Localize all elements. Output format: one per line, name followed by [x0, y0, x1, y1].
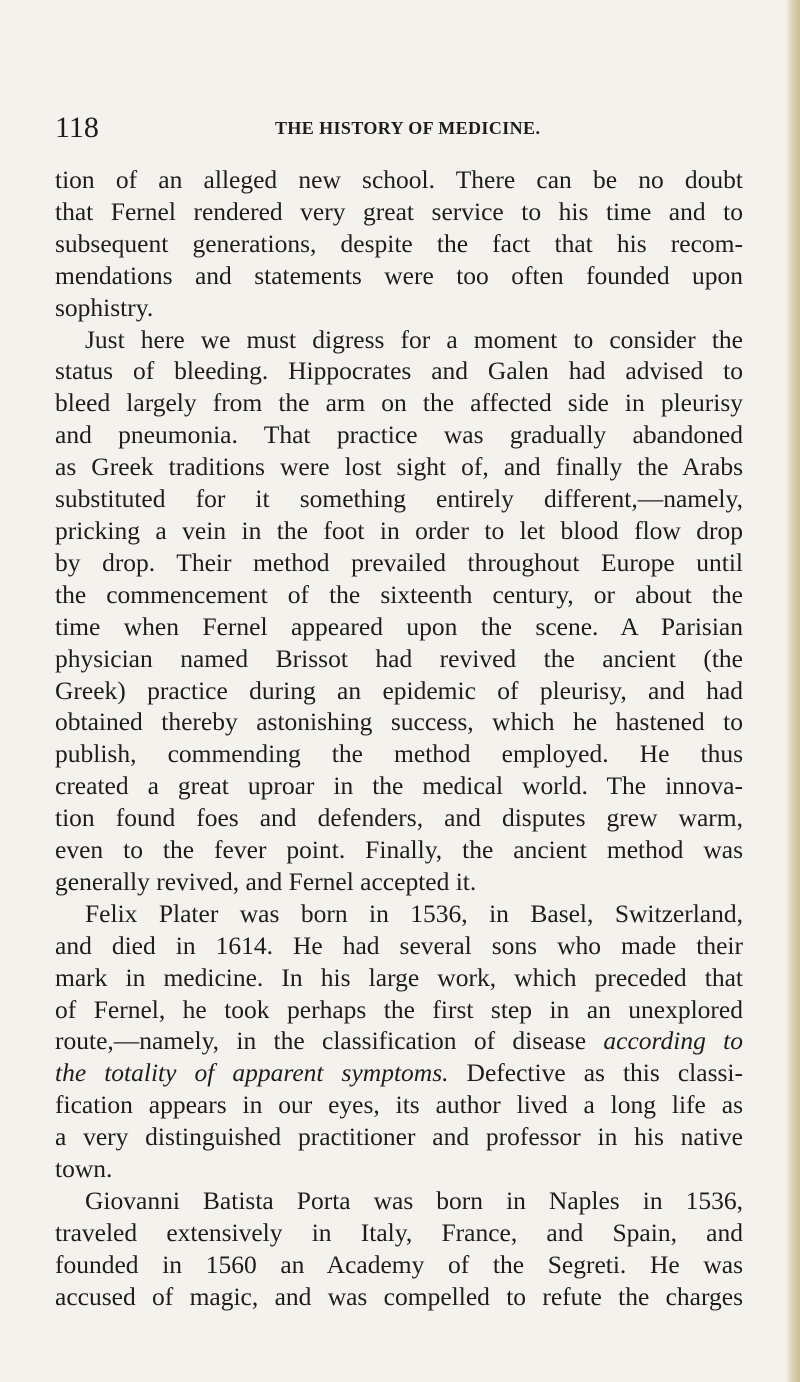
text-line: obtained thereby astonishing success, which he hastened to: [55, 707, 743, 737]
text-line: status of bleeding. Hippocrates and Galen had advised to: [55, 356, 743, 386]
text-line: physician named Brissot had revived the ancient (the: [55, 643, 743, 673]
text-line: even to the fever point. Finally, the ancient method was: [55, 835, 743, 865]
text-line: and died in 1614. He had several sons who made their: [55, 930, 743, 960]
text-line: tion found foes and defenders, and disputes grew warm,: [55, 803, 743, 833]
text-line: mendations and statements were too often founded upon: [55, 260, 743, 290]
page-header: [55, 108, 745, 148]
text-line: Giovanni Batista Porta was born in Naples in 1536,: [85, 1186, 743, 1215]
text-line: town.: [55, 1154, 113, 1184]
text-line: substituted for it something entirely different,—namely,: [55, 484, 743, 514]
text-line: fication appears in our eyes, its author lived a long life as: [55, 1090, 743, 1120]
italic-run: the totality of apparent symptoms.: [55, 1058, 449, 1088]
text-line: the commencement of the sixteenth century, or about the: [55, 579, 743, 609]
text-line: of Fernel, he took perhaps the first step in an unexplored: [55, 994, 743, 1024]
text-line: publish, commending the method employed. He thus: [55, 739, 743, 769]
text-line: a very distinguished practitioner and professor in his native: [55, 1122, 743, 1152]
text-line: time when Fernel appeared upon the scene. A Parisian: [55, 611, 743, 641]
text-line: mark in medicine. In his large work, which preceded that: [55, 962, 743, 992]
text-run: Defective as this classi-: [466, 1058, 744, 1088]
italic-run: according to: [603, 1026, 743, 1056]
text-line: as Greek traditions were lost sight of, and finally the Arabs: [55, 452, 743, 482]
text-line: [55, 1057, 743, 1089]
text-run: route,—namely, in the classification of disease: [55, 1026, 587, 1056]
text-line: subsequent generations, despite the fact that his recom-: [55, 228, 743, 258]
text-line: Just here we must digress for a moment to consider the: [85, 324, 743, 354]
text-line: accused of magic, and was compelled to refute the charges: [55, 1281, 743, 1311]
text-line: that Fernel rendered very great service to his time and to: [55, 196, 743, 226]
text-line: pricking a vein in the foot in order to let blood flow drop: [55, 515, 743, 545]
text-line: created a great uproar in the medical world. The innova-: [55, 771, 743, 801]
text-line: founded in 1560 an Academy of the Segreti. He was: [55, 1249, 743, 1279]
page-number: 118: [55, 111, 99, 144]
text-line: generally revived, and Fernel accepted it.: [55, 866, 477, 896]
text-line: Greek) practice during an epidemic of pleurisy, and had: [55, 675, 743, 705]
text-line: bleed largely from the arm on the affected side in pleurisy: [55, 388, 743, 418]
page-edge: [786, 0, 800, 1382]
text-line: sophistry.: [55, 292, 154, 322]
text-line: by drop. Their method prevailed throughout Europe until: [55, 547, 743, 577]
text-line: traveled extensively in Italy, France, and Spain, and: [55, 1217, 743, 1247]
text-line: tion of an alleged new school. There can be no doubt: [55, 165, 743, 194]
text-line: [55, 1025, 743, 1057]
running-head: THE HISTORY OF MEDICINE.: [275, 118, 541, 138]
text-line: and pneumonia. That practice was gradually abandoned: [55, 420, 743, 450]
text-line: Felix Plater was born in 1536, in Basel, Switzerland,: [85, 898, 743, 928]
body-text: [55, 164, 743, 1313]
